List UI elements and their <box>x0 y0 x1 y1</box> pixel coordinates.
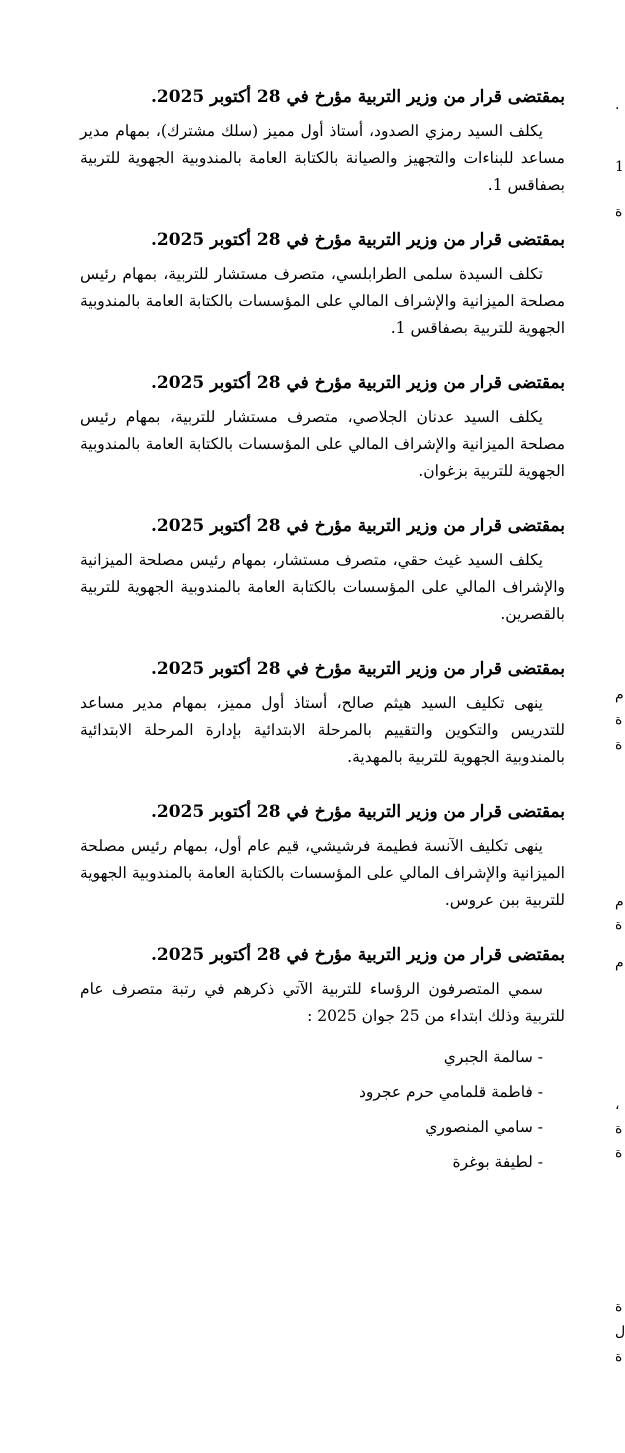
adjacent-column-fragment: م <box>615 687 624 703</box>
adjacent-column-fragment: ة <box>615 1145 623 1161</box>
decree-body: تكلف السيدة سلمى الطرابلسي، متصرف مستشار للتربية، بمهام رئيس مصلحة الميزانية والإشراف المالي على المؤسسات بالكتابة العامة بالمندوبية الجهوية للتربية بصفاقس 1. <box>80 265 565 337</box>
decree-body: ينهى تكليف الآنسة فطيمة فرشيشي، قيم عام أول، بمهام رئيس مصلحة الميزانية والإشراف المالي على المؤسسات بالكتابة العامة بالمندوبية الجهوية للتربية ببن عروس. <box>80 837 565 909</box>
decree-heading: بمقتضى قرار من وزير التربية مؤرخ في 28 أكتوبر 2025. <box>150 373 565 393</box>
decree-heading: بمقتضى قرار من وزير التربية مؤرخ في 28 أكتوبر 2025. <box>150 87 565 107</box>
adjacent-column-fragment: ة <box>615 1299 623 1315</box>
adjacent-column-fragment: ة <box>615 712 623 728</box>
decree-heading: بمقتضى قرار من وزير التربية مؤرخ في 28 أكتوبر 2025. <box>150 802 565 822</box>
decree-body: سمي المتصرفون الرؤساء للتربية الآتي ذكرهم في رتبة متصرف عام للتربية وذلك ابتداء من 25 جوان 2025 : <box>80 980 565 1025</box>
decree-entry <box>80 940 565 1180</box>
decree-entry <box>80 797 565 914</box>
adjacent-column-fragment: ة <box>615 917 623 933</box>
decree-heading: بمقتضى قرار من وزير التربية مؤرخ في 28 أكتوبر 2025. <box>150 516 565 536</box>
decree-heading: بمقتضى قرار من وزير التربية مؤرخ في 28 أكتوبر 2025. <box>150 659 565 679</box>
decree-body: يكلف السيد غيث حقي، متصرف مستشار، بمهام رئيس مصلحة الميزانية والإشراف المالي على المؤسسات بالكتابة العامة بالمندوبية الجهوية للتربية بالقصرين. <box>80 551 565 623</box>
decree-entry <box>80 225 565 342</box>
list-item: - سالمة الجبري <box>443 1048 543 1066</box>
decree-body: يكلف السيد عدنان الجلاصي، متصرف مستشار للتربية، بمهام رئيس مصلحة الميزانية والإشراف المالي على المؤسسات بالكتابة العامة بالمندوبية الجهوية للتربية بزغوان. <box>80 408 565 480</box>
adjacent-column-fragment: . <box>615 97 620 113</box>
list-item: - فاطمة قلمامي حرم عجرود <box>358 1083 543 1101</box>
adjacent-column-fragment: ، <box>615 1097 620 1113</box>
decree-body: يكلف السيد رمزي الصدود، أستاذ أول مميز (سلك مشترك)، بمهام مدير مساعد للبناءات والتجهيز والصيانة بالكتابة العامة بالمندوبية الجهوية للتربية بصفاقس 1. <box>80 122 565 194</box>
list-item: - سامي المنصوري <box>425 1118 543 1136</box>
decree-heading: بمقتضى قرار من وزير التربية مؤرخ في 28 أكتوبر 2025. <box>150 230 565 250</box>
adjacent-column-fragment: ل <box>615 1324 625 1340</box>
list-item: - لطيفة بوغرة <box>452 1153 543 1171</box>
decree-entry <box>80 368 565 485</box>
adjacent-column-fragment: 1 <box>615 159 624 175</box>
decree-body: ينهى تكليف السيد هيثم صالح، أستاذ أول مميز، بمهام مدير مساعد للتدريس والتكوين والتقييم بالمرحلة الابتدائية بإدارة المرحلة الابتدائية بالمندوبية الجهوية للتربية بالمهدية. <box>80 694 565 766</box>
adjacent-column-fragment: ة <box>615 204 623 220</box>
adjacent-column-fragment: ة <box>615 737 623 753</box>
decree-entry <box>80 654 565 771</box>
adjacent-column-fragment: م <box>615 894 624 910</box>
adjacent-column-fragment: ة <box>615 1121 623 1137</box>
adjacent-column-fragment: ة <box>615 1349 623 1365</box>
decree-entry <box>80 511 565 628</box>
gazette-column <box>80 82 565 1206</box>
appointee-list <box>80 1040 565 1180</box>
decree-entry <box>80 82 565 199</box>
adjacent-column-fragment: م <box>615 955 624 971</box>
decree-heading: بمقتضى قرار من وزير التربية مؤرخ في 28 أكتوبر 2025. <box>150 945 565 965</box>
